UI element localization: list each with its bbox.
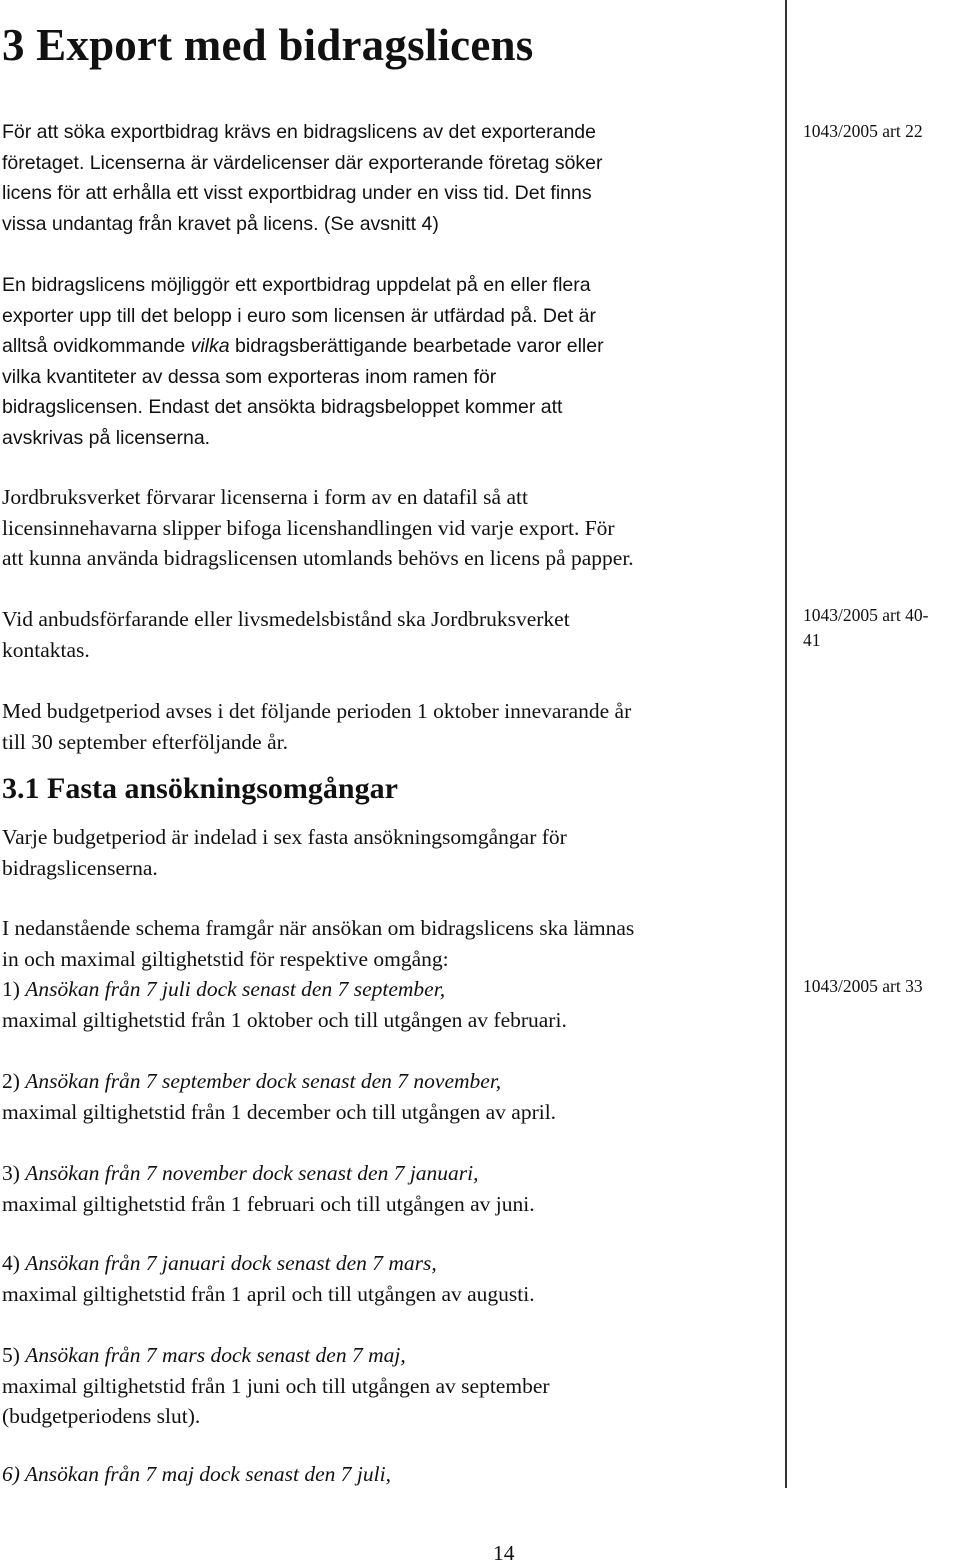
margin-reference: 1043/2005 art 33 — [803, 976, 923, 996]
text-line: att kunna använda bidragslicensen utomlands behövs en licens på papper. — [2, 546, 634, 570]
schedule-item-application-text: Ansökan från 7 juli dock senast den 7 september, — [25, 977, 446, 1001]
schedule-item-application — [2, 1340, 550, 1371]
emphasis-text: vilka — [190, 335, 230, 357]
schedule-item-number: 2) — [2, 1069, 26, 1093]
text-line: Varje budgetperiod är indelad i sex fasta ansökningsomgångar för — [2, 825, 567, 849]
schedule-item-application-text: Ansökan från 7 maj dock senast den 7 juli, — [24, 1462, 391, 1486]
paragraph-schedule-intro — [2, 913, 634, 1035]
schedule-item-application — [2, 1066, 556, 1097]
margin-reference-line: 1043/2005 art 40- — [803, 605, 929, 625]
schedule-item-application — [2, 1459, 391, 1490]
paragraph-rounds-intro — [2, 822, 567, 883]
text-line: licensinnehavarna slipper bifoga licenshandlingen vid varje export. För — [2, 515, 615, 540]
text-line: bidragslicenserna. — [2, 855, 158, 880]
text-line: exporter upp till det belopp i euro som licensen är utfärdad på. Det är — [2, 304, 597, 327]
paragraph-tender — [2, 604, 570, 665]
margin-reference — [803, 603, 928, 653]
page-title: 3 Export med bidragslicens — [2, 20, 534, 70]
schedule-item-application — [2, 1158, 535, 1189]
schedule-item — [2, 1459, 391, 1490]
page-number: 14 — [493, 1541, 515, 1565]
schedule-item-application-text: Ansökan från 7 mars dock senast den 7 maj, — [25, 1343, 406, 1367]
margin-divider-line — [785, 0, 787, 1488]
schedule-item-application — [2, 1248, 535, 1279]
schedule-item — [2, 1066, 556, 1127]
text-line: företaget. Licenserna är värdelicenser där exporterande företag söker — [2, 151, 603, 174]
paragraph-budget-period — [2, 696, 631, 757]
schedule-item — [2, 1248, 535, 1309]
schedule-item-number: 1) — [2, 977, 26, 1001]
text-line: licens för att erhålla ett visst exportbidrag under en viss tid. Det finns — [2, 182, 592, 204]
text-line: vilka kvantiteter av dessa som exporteras inom ramen för — [2, 365, 497, 388]
text-line: Vid anbudsförfarande eller livsmedelsbistånd ska Jordbruksverket — [2, 607, 570, 631]
schedule-item-validity: maximal giltighetstid från 1 december och till utgången av april. — [2, 1099, 557, 1124]
margin-reference-line: 41 — [803, 630, 821, 650]
text-line: I nedanstående schema framgår när ansökan om bidragslicens ska lämnas — [2, 916, 635, 940]
schedule-item-application-text: Ansökan från 7 september dock senast den 7 november, — [25, 1069, 502, 1093]
text-run: bidragsberättigande bearbetade varor eller — [229, 335, 604, 357]
margin-reference: 1043/2005 art 22 — [803, 121, 923, 141]
schedule-item-number: 3) — [2, 1161, 26, 1185]
text-line — [2, 331, 604, 362]
text-line: in och maximal giltighetstid för respektive omgång: — [2, 946, 449, 971]
text-run: alltså ovidkommande — [2, 335, 191, 357]
schedule-item-number: 6) — [2, 1462, 25, 1486]
schedule-item — [2, 1340, 550, 1432]
text-line: avskrivas på licenserna. — [2, 426, 211, 449]
schedule-item — [2, 1158, 535, 1219]
text-line: vissa undantag från kravet på licens. (Se avsnitt 4) — [2, 212, 439, 235]
schedule-item-validity: maximal giltighetstid från 1 april och till utgången av augusti. — [2, 1281, 535, 1306]
text-line: bidragslicensen. Endast det ansökta bidragsbeloppet kommer att — [2, 396, 563, 418]
paragraph-license-scope — [2, 270, 604, 453]
paragraph-datafile — [2, 482, 634, 574]
section-heading: 3.1 Fasta ansökningsomgångar — [2, 772, 398, 805]
text-line: En bidragslicens möjliggör ett exportbidrag uppdelat på en eller flera — [2, 274, 591, 296]
schedule-item-validity: (budgetperiodens slut). — [2, 1404, 201, 1428]
schedule-item-application-text: Ansökan från 7 november dock senast den 7 januari, — [25, 1161, 479, 1185]
text-line: kontaktas. — [2, 637, 90, 662]
schedule-item-application-text: Ansökan från 7 januari dock senast den 7 mars, — [25, 1251, 437, 1275]
paragraph-intro — [2, 117, 603, 239]
text-line: Med budgetperiod avses i det följande perioden 1 oktober innevarande år — [2, 699, 632, 723]
text-line: till 30 september efterföljande år. — [2, 729, 288, 754]
schedule-item-validity: maximal giltighetstid från 1 juni och till utgången av september — [2, 1373, 550, 1398]
schedule-item-application — [2, 974, 634, 1005]
schedule-item-number: 4) — [2, 1251, 26, 1275]
schedule-item-number: 5) — [2, 1343, 26, 1367]
schedule-item-validity: maximal giltighetstid från 1 oktober och till utgången av februari. — [2, 1007, 567, 1032]
text-line: För att söka exportbidrag krävs en bidragslicens av det exporterande — [2, 121, 596, 143]
text-line: Jordbruksverket förvarar licenserna i form av en datafil så att — [2, 485, 528, 509]
schedule-item-validity: maximal giltighetstid från 1 februari och till utgången av juni. — [2, 1191, 535, 1216]
